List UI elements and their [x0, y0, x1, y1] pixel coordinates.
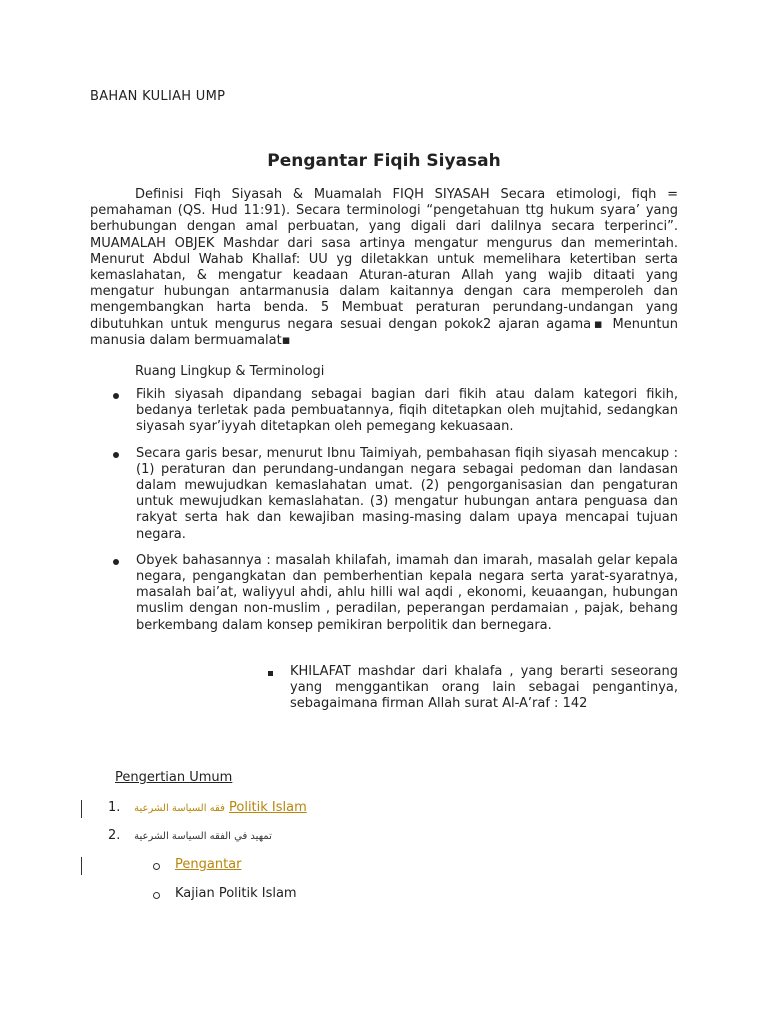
text-cursor-marker: [81, 800, 82, 818]
circle-bullet-icon: [153, 863, 160, 870]
scope-heading: Ruang Lingkup & Terminologi: [135, 364, 325, 379]
sub-item-pengantar: [153, 857, 241, 872]
bullet-icon: [113, 452, 119, 458]
arabic-text: تمهيد في الفقه السياسة الشرعية: [134, 831, 272, 842]
square-bullet-icon: [268, 671, 273, 676]
khilafat-text: KHILAFAT mashdar dari khalafa , yang berarti seseorang yang menggantikan orang lain sebagai pengantinya, sebagaimana firman Allah surat Al-A’raf : 142: [290, 664, 678, 712]
bullet-icon: [113, 559, 119, 565]
kajian-label: Kajian Politik Islam: [175, 886, 297, 901]
list-item: [110, 553, 678, 634]
bullet-text: Obyek bahasannya : masalah khilafah, imamah dan imarah, masalah gelar kepala negara, pengangkatan dan pemberhentian kepala negara serta yarat-syaratnya, masalah bai’at, waliyyul ahdi, ahlu hilli wal aqdi , ekonomi, keuaangan, hubungan muslim dengan non-muslim , peradilan, peperangan perdamaian , pajak, behang berkembang dalam konsep pemikiran berpolitik dan bernegara.: [136, 552, 678, 633]
arabic-text[interactable]: فقه السياسة الشرعية: [134, 803, 225, 814]
bullet-icon: [113, 393, 119, 399]
list-item: [110, 387, 678, 436]
numbered-item-2: [108, 828, 272, 843]
pengantar-link[interactable]: Pengantar: [175, 857, 242, 872]
general-heading: Pengertian Umum: [115, 770, 233, 785]
sub-item-kajian: [153, 886, 297, 901]
definition-paragraph: [90, 187, 678, 349]
circle-bullet-icon: [153, 892, 160, 899]
definition-text: Definisi Fiqh Siyasah & Muamalah FIQH SIYASAH Secara etimologi, fiqh = pemahaman (QS. Hud 11:91). Secara terminologi “pengetahuan ttg hukum syara’ yang berhubungan dengan amal perbuatan, yang digali dari dalilnya secara terperinci”. MUAMALAH OBJEK Mashdar dari sasa artinya mengatur mengurus dan memerintah. Menurut Abdul Wahab Khallaf: UU yg diletakkan untuk memelihara ketertiban serta kemaslahatan, & mengatur keadaan Aturan-aturan Allah yang wajib ditaati yang mengatur hubungan antarmanusia dalam kaitannya dengan cara memperoleh dan mengembangkan harta benda. 5 Membuat peraturan perundang-undangan yang dibutuhkan untuk mengurus negara sesuai dengan pokok2 ajaran agama▪ Menuntun manusia dalam bermuamalat▪: [90, 187, 678, 348]
numbered-item-1: [108, 800, 307, 815]
khilafat-item: [268, 664, 678, 713]
bullet-text: Fikih siyasah dipandang sebagai bagian dari fikih atau dalam kategori fikih, bedanya terletak pada pembuatannya, fiqih ditetapkan oleh mujtahid, sedangkan siyasah syar’iyyah ditetapkan oleh pemegang kekuasaan.: [136, 387, 678, 435]
item-number: 2.: [108, 828, 121, 843]
politik-islam-link[interactable]: Politik Islam: [229, 800, 307, 815]
item-number: 1.: [108, 800, 121, 815]
text-cursor-marker: [81, 857, 82, 875]
scope-bullet-list: [110, 387, 678, 644]
bullet-text: Secara garis besar, menurut Ibnu Taimiyah, pembahasan fiqih siyasah mencakup : (1) peraturan dan perundang-undangan negara sebagai pedoman dan landasan dalam mewujudkan kemaslahatan umat. (2) pengorganisasian dan pengaturan untuk mewujudkan kemaslahatan. (3) mengatur hubungan antara penguasa dan rakyat serta hak dan kewajiban masing-masing dalam upaya mencapai tujuan negara.: [136, 445, 678, 542]
list-item: [110, 446, 678, 543]
page-title: Pengantar Fiqih Siyasah: [267, 151, 501, 171]
document-header: BAHAN KULIAH UMP: [90, 89, 226, 104]
